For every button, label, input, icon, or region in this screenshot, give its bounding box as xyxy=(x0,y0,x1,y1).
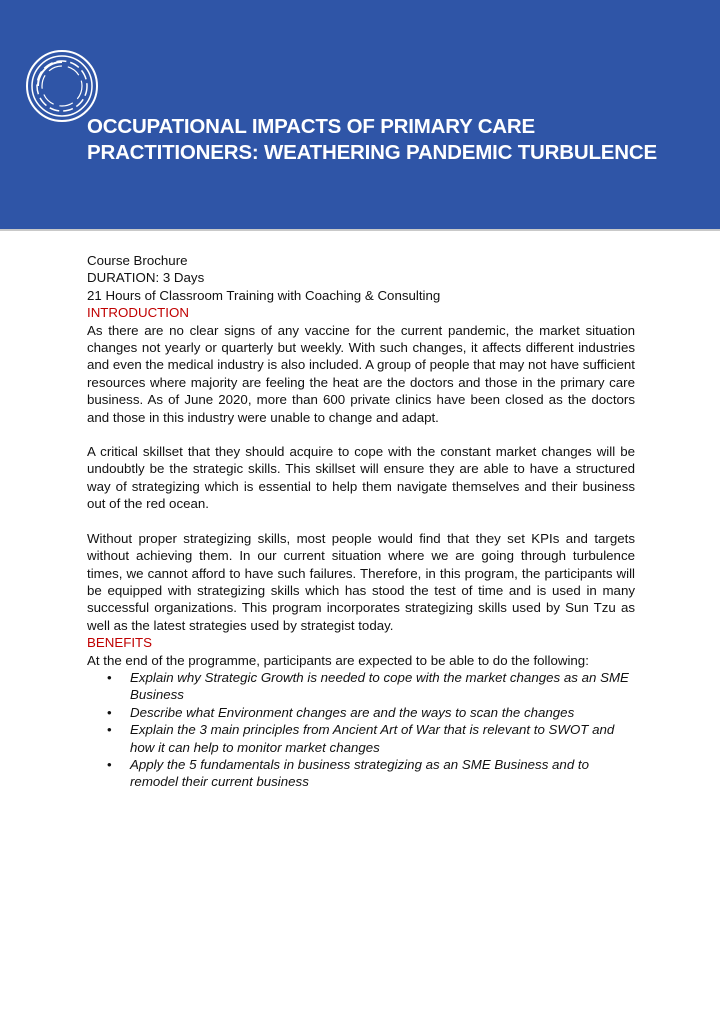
introduction-heading: INTRODUCTION xyxy=(87,305,189,321)
intro-paragraph-1: As there are no clear signs of any vaccine for the current pandemic, the market situation changes not yearly or quarterly but weekly. With such changes, it affects different industries and even the medical industry is also included. A group of people that may not have sufficient resources where majority are feeling the heat are the doctors and those in the primary care business. As of June 2020, more than 600 private clinics have been closed as the doctors and those in this industry were unable to change and adapt. xyxy=(87,322,635,425)
list-item: • Apply the 5 fundamentals in business strategizing as an SME Business and to remodel their current business xyxy=(87,756,635,791)
hours-text: 21 Hours of Classroom Training with Coaching & Consulting xyxy=(87,287,441,303)
duration-text: DURATION: 3 Days xyxy=(87,270,205,286)
document-label: Course Brochure xyxy=(87,253,188,268)
benefits-heading: BENEFITS xyxy=(87,635,153,651)
document-body xyxy=(87,252,635,791)
benefits-intro: At the end of the programme, participants are expected to be able to do the following: xyxy=(87,652,589,668)
page-title xyxy=(87,114,697,166)
title-line-1: OCCUPATIONAL IMPACTS OF PRIMARY CARE xyxy=(87,115,535,138)
intro-paragraph-2: A critical skillset that they should acquire to cope with the constant market changes will be undoubtly be the strategic skills. This skillset will ensure they are able to have a structured way of strategizing which is essential to help them navigate themselves and their business out of the red ocean. xyxy=(87,444,635,512)
circular-rings-logo-icon xyxy=(24,48,100,124)
list-item: • Explain why Strategic Growth is needed to cope with the market changes as an SME Business xyxy=(87,669,635,704)
intro-paragraph-3: Without proper strategizing skills, most people would find that they set KPIs and targets without achieving them. In our current situation where we are going through turbulence times, we cannot afford to have such failures. Therefore, in this program, the participants will be equipped with strategizing skills which has stood the test of time and is used in many successful organizations. This program incorporates strategizing skills used by Sun Tzu as well as the latest strategies used by strategist today. xyxy=(87,530,635,633)
list-item: • Explain the 3 main principles from Ancient Art of War that is relevant to SWOT and how it can help to monitor market changes xyxy=(87,721,635,756)
benefits-list xyxy=(87,669,635,791)
list-item: • Describe what Environment changes are and the ways to scan the changes xyxy=(87,704,635,721)
header-banner xyxy=(0,0,720,231)
title-line-2: PRACTITIONERS: WEATHERING PANDEMIC TURBULENCE xyxy=(87,141,657,164)
